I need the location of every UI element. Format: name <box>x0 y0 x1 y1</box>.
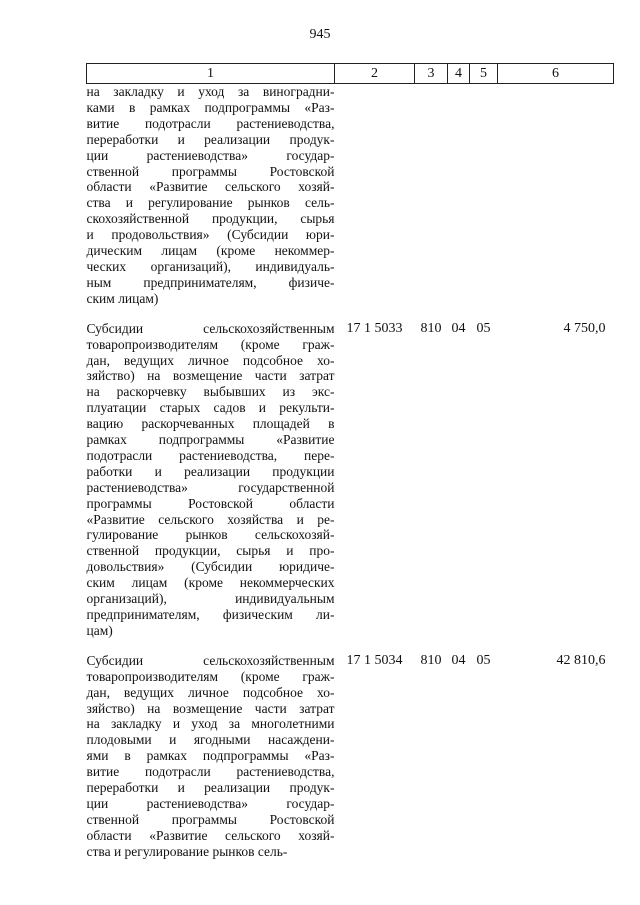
description-line: товаропроизводителям (кроме граж- <box>86 336 335 352</box>
description-line: ственной программы Ростовской <box>86 811 335 827</box>
row-description <box>87 84 335 307</box>
expense-type-code: 810 <box>420 320 442 336</box>
description-line: дан, ведущих личное подсобное хо- <box>86 352 335 368</box>
description-line: работки и реализации продукции <box>86 463 335 479</box>
column-header-1: 1 <box>87 64 335 84</box>
description-line: переработки и реализации продук- <box>86 780 335 796</box>
description-line: товаропроизводителям (кроме граж- <box>86 668 335 684</box>
subsection-code <box>470 84 498 307</box>
target-article-code <box>335 84 415 307</box>
table-row <box>87 84 614 307</box>
table-row <box>87 307 614 639</box>
description-line: зяйство) на возмещение части затрат <box>86 368 335 384</box>
description-line: плуатации старых садов и рекульти- <box>86 400 335 416</box>
description-line: ками в рамках подпрограммы «Раз- <box>86 99 335 115</box>
description-line: ственной программы Ростовской <box>86 163 335 179</box>
description-line: переработки и реализации продук- <box>86 131 335 147</box>
column-header-4: 4 <box>448 64 470 84</box>
description-line: ции растениеводства» государ- <box>86 795 335 811</box>
description-line: ским лицам (кроме некоммерческих <box>86 575 335 591</box>
description-line: ственной продукции, сырья и про- <box>86 543 335 559</box>
description-line: довольствия» (Субсидии юридиче- <box>86 559 335 575</box>
description-line: на раскорчевку выбывших из экс- <box>86 384 335 400</box>
amount-value: 42 810,6 <box>556 652 606 668</box>
description-line: ческих организаций), индивидуаль- <box>86 258 335 274</box>
subsection-code: 05 <box>476 320 491 336</box>
description-line: витие подотрасли растениеводства, <box>86 764 335 780</box>
column-header-5: 5 <box>470 64 498 84</box>
target-article-code: 17 1 5033 <box>346 320 403 336</box>
description-line: дическим лицам (кроме некоммер- <box>86 243 335 259</box>
description-line: скохозяйственной продукции, сырья <box>86 211 335 227</box>
target-article-code: 17 1 5034 <box>346 652 403 668</box>
row-description <box>87 307 335 639</box>
row-description <box>87 639 335 860</box>
expense-type-code <box>415 84 448 307</box>
description-line: цам) <box>86 622 113 638</box>
description-line: вацию раскорчеванных площадей в <box>86 416 335 432</box>
description-line: гулирование рынков сельскохозяй- <box>86 527 335 543</box>
description-line: плодовыми и ягодными насаждени- <box>86 732 335 748</box>
column-header-3: 3 <box>415 64 448 84</box>
table-row <box>87 639 614 860</box>
description-line: области «Развитие сельского хозяй- <box>86 179 335 195</box>
description-line: дан, ведущих личное подсобное хо- <box>86 684 335 700</box>
description-line: предпринимателям, физическим ли- <box>86 607 335 622</box>
description-line: ства и регулирование рынков сель- <box>86 843 288 859</box>
description-line: области «Развитие сельского хозяй- <box>86 827 335 843</box>
description-line: ции растениеводства» государ- <box>86 147 335 163</box>
description-line: «Развитие сельского хозяйства и ре- <box>86 511 335 527</box>
budget-table <box>86 63 614 860</box>
description-line: организаций), индивидуальным <box>86 591 335 607</box>
column-header-6: 6 <box>498 64 614 84</box>
description-line: ями в рамках подпрограммы «Раз- <box>86 748 335 764</box>
description-line: рамках подпрограммы «Развитие <box>86 432 335 448</box>
description-line: и продовольствия» (Субсидии юри- <box>86 227 335 243</box>
description-line: подотрасли растениеводства, пере- <box>86 447 335 463</box>
subsection-code: 05 <box>476 652 491 668</box>
section-code: 04 <box>451 320 466 336</box>
description-line: витие подотрасли растениеводства, <box>86 115 335 131</box>
description-line: ным предпринимателям, физиче- <box>86 274 335 290</box>
description-line: ства и регулирование рынков сель- <box>86 195 335 211</box>
description-line: Субсидии сельскохозяйственным <box>86 652 335 668</box>
description-line: зяйство) на возмещение части затрат <box>86 700 335 716</box>
description-line: Субсидии сельскохозяйственным <box>86 320 335 336</box>
page-number: 945 <box>309 27 331 42</box>
header-row <box>87 64 614 84</box>
description-line: ским лицам) <box>86 290 159 306</box>
amount-value: 4 750,0 <box>563 320 606 336</box>
description-line: растениеводства» государственной <box>86 479 335 495</box>
section-code: 04 <box>451 652 466 668</box>
expense-type-code: 810 <box>420 652 442 668</box>
description-line: на закладку и уход за виноградни- <box>86 84 335 99</box>
amount-value <box>498 84 614 307</box>
description-line: программы Ростовской области <box>86 495 335 511</box>
section-code <box>448 84 470 307</box>
column-header-2: 2 <box>335 64 415 84</box>
description-line: на закладку и уход за многолетними <box>86 716 335 732</box>
